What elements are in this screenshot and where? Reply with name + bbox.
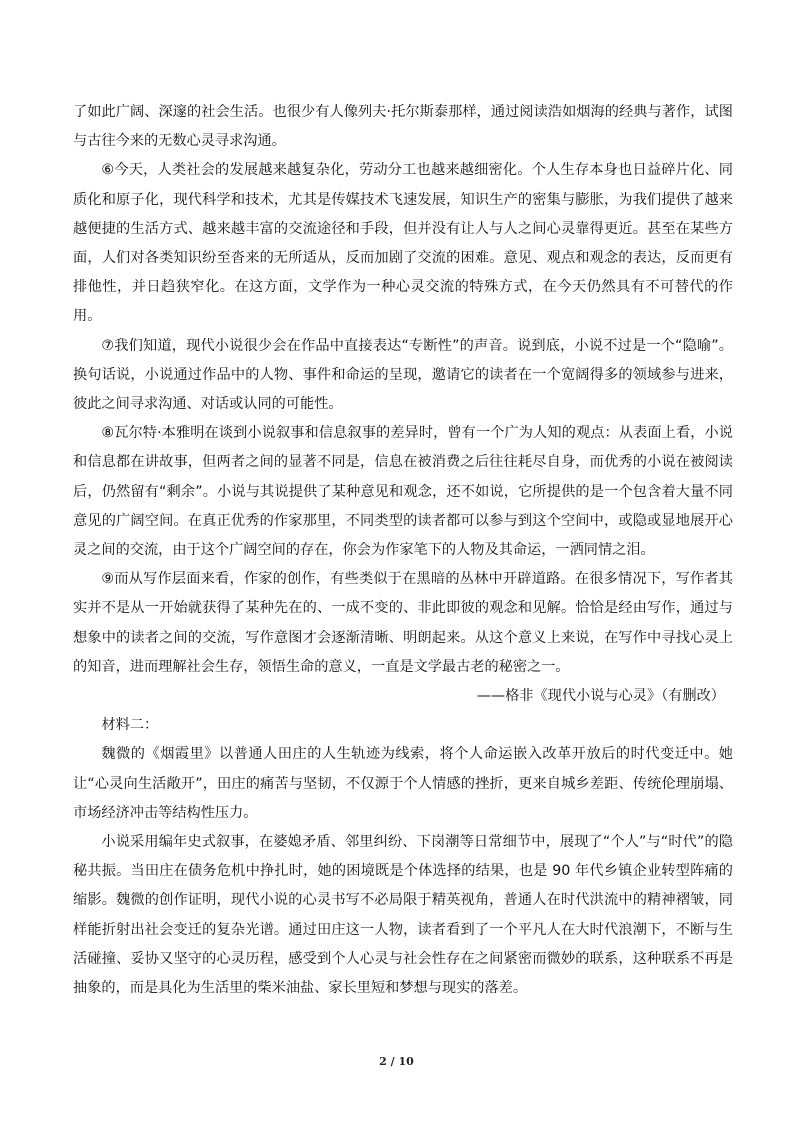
document-body [73,98,733,1003]
paragraph-6: ⑥今天，人类社会的发展越来越复杂化，劳动分工也越来越细密化。个人生存本身也日益碎片化、同质化和原子化，现代科学和技术，尤其是传媒技术飞速发展，知识生产的密集与膨胀，为我们提供了越来越便捷的生活方式、越来越丰富的交流途径和手段，但并没有让人与人之间心灵靠得更近。甚至在某些方面，人们对各类知识纷至沓来的无所适从，反而加剧了交流的困难。意见、观点和观念的表达，反而更有排他性，并日趋狭窄化。在这方面，文学作为一种心灵交流的特殊方式，在今天仍然具有不可替代的作用。 [73,162,733,325]
paragraph-continued: 了如此广阔、深邃的社会生活。也很少有人像列夫·托尔斯泰那样，通过阅读浩如烟海的经典与著作，试图与古往今来的无数心灵寻求沟通。 [73,104,733,150]
source-attribution: ——格非《现代小说与心灵》（有删改） [476,688,725,705]
paragraph-9: ⑨而从写作层面来看，作家的创作，有些类似于在黑暗的丛林中开辟道路。在很多情况下，写作者其实并不是从一开始就获得了某种先在的、一成不变的、非此即彼的观念和见解。恰恰是经由写作，通过与想象中的读者之间的交流，写作意图才会逐渐清晰、明朗起来。从这个意义上来说，在写作中寻找心灵上的知音，进而理解社会生存，领悟生命的意义，一直是文学最古老的秘密之一。 [73,571,733,675]
page-number: 2 / 10 [379,1055,414,1068]
material-two-paragraph-2: 小说采用编年史式叙事，在婆媳矛盾、邻里纠纷、下岗潮等日常细节中，展现了“个人”与“时代”的隐秘共振。当田庄在债务危机中挣扎时，她的困境既是个体选择的结果，也是 90 年代乡镇企业转型阵痛的缩影。魏微的创作证明，现代小说的心灵书写不必局限于精英视角，普通人在时代洪流中的精神褶皱，同样能折射出社会变迁的复杂光谱。通过田庄这一人物，读者看到了一个平凡人在大时代浪潮下，不断与生活碰撞、妥协又坚守的心灵历程，感受到个人心灵与社会性存在之间紧密而微妙的联系，这种联系不再是抽象的，而是具化为生活里的柴米油盐、家长里短和梦想与现实的落差。 [73,834,733,997]
material-two-label: 材料二： [101,717,159,734]
paragraph-8: ⑧瓦尔特·本雅明在谈到小说叙事和信息叙事的差异时，曾有一个广为人知的观点：从表面上看，小说和信息都在讲故事，但两者之间的显著不同是，信息在被消费之后往往耗尽自身，而优秀的小说在被阅读后，仍然留有“剩余”。小说与其说提供了某种意见和观念，还不如说，它所提供的是一个包含着大量不同意见的广阔空间。在真正优秀的作家那里，不同类型的读者都可以参与到这个空间中，或隐或显地展开心灵之间的交流，由于这个广阔空间的存在，你会为作家笔下的人物及其命运，一洒同情之泪。 [73,425,733,559]
paragraph-7: ⑦我们知道，现代小说很少会在作品中直接表达“专断性”的声音。说到底，小说不过是一个“隐喻”。换句话说，小说通过作品中的人物、事件和命运的呈现，邀请它的读者在一个宽阔得多的领域参与进来，彼此之间寻求沟通、对话或认同的可能性。 [73,337,733,413]
material-two-paragraph-1: 魏微的《烟霞里》以普通人田庄的人生轨迹为线索，将个人命运嵌入改革开放后的时代变迁中。她让“心灵向生活敞开”，田庄的痛苦与坚韧，不仅源于个人情感的挫折，更来自城乡差距、传统伦理崩塌、市场经济冲击等结构性压力。 [73,746,733,821]
